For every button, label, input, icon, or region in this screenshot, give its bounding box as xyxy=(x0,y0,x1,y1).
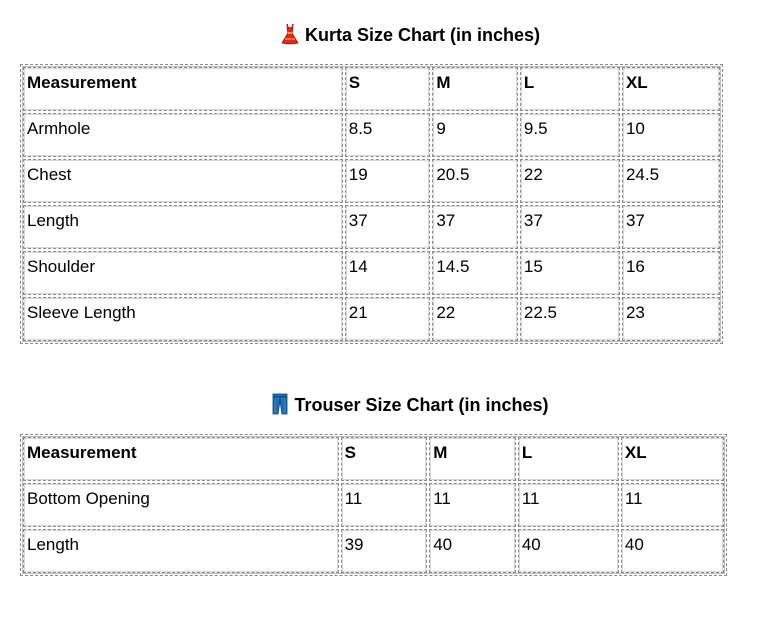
table-cell: 21 xyxy=(345,297,431,341)
table-row xyxy=(23,529,724,573)
column-header: M xyxy=(429,437,516,481)
table-row xyxy=(23,251,720,295)
table-cell: Shoulder xyxy=(23,251,343,295)
column-header: S xyxy=(345,67,431,111)
table-cell: 15 xyxy=(520,251,620,295)
column-header: XL xyxy=(621,437,724,481)
kurta-chart-title xyxy=(30,23,761,51)
column-header: S xyxy=(341,437,428,481)
table-cell: 11 xyxy=(518,483,619,527)
table-header-row xyxy=(23,67,720,111)
trouser-size-table xyxy=(20,434,727,576)
table-cell: Armhole xyxy=(23,113,343,157)
table-cell: 14 xyxy=(345,251,431,295)
table-cell: 22 xyxy=(432,297,518,341)
table-row xyxy=(23,159,720,203)
table-cell: 24.5 xyxy=(622,159,720,203)
table-row xyxy=(23,483,724,527)
table-cell: Length xyxy=(23,529,339,573)
table-cell: 14.5 xyxy=(432,251,518,295)
trouser-chart-title xyxy=(30,393,761,421)
table-cell: 22 xyxy=(520,159,620,203)
table-cell: 40 xyxy=(621,529,724,573)
table-header-row xyxy=(23,437,724,481)
table-cell: 39 xyxy=(341,529,428,573)
table-cell: 40 xyxy=(429,529,516,573)
dress-icon xyxy=(281,23,299,51)
table-cell: Chest xyxy=(23,159,343,203)
table-cell: 20.5 xyxy=(432,159,518,203)
table-cell: 19 xyxy=(345,159,431,203)
table-cell: 8.5 xyxy=(345,113,431,157)
table-cell: 37 xyxy=(622,205,720,249)
table-cell: 11 xyxy=(621,483,724,527)
table-row xyxy=(23,205,720,249)
table-cell: 37 xyxy=(345,205,431,249)
table-cell: 16 xyxy=(622,251,720,295)
table-cell: Length xyxy=(23,205,343,249)
table-cell: Bottom Opening xyxy=(23,483,339,527)
table-cell: 37 xyxy=(520,205,620,249)
kurta-chart-title-text: Kurta Size Chart (in inches) xyxy=(304,25,541,45)
table-cell: 9.5 xyxy=(520,113,620,157)
kurta-size-table xyxy=(20,64,723,344)
table-cell: 23 xyxy=(622,297,720,341)
table-cell: 37 xyxy=(432,205,518,249)
column-header: M xyxy=(432,67,518,111)
table-cell: 9 xyxy=(432,113,518,157)
table-row xyxy=(23,113,720,157)
table-cell: Sleeve Length xyxy=(23,297,343,341)
column-header: Measurement xyxy=(23,67,343,111)
trouser-chart-title-text: Trouser Size Chart (in inches) xyxy=(294,395,549,415)
jeans-icon xyxy=(272,393,288,421)
column-header: Measurement xyxy=(23,437,339,481)
table-cell: 10 xyxy=(622,113,720,157)
table-cell: 11 xyxy=(341,483,428,527)
table-cell: 22.5 xyxy=(520,297,620,341)
column-header: XL xyxy=(622,67,720,111)
column-header: L xyxy=(518,437,619,481)
column-header: L xyxy=(520,67,620,111)
table-cell: 11 xyxy=(429,483,516,527)
table-row xyxy=(23,297,720,341)
table-cell: 40 xyxy=(518,529,619,573)
